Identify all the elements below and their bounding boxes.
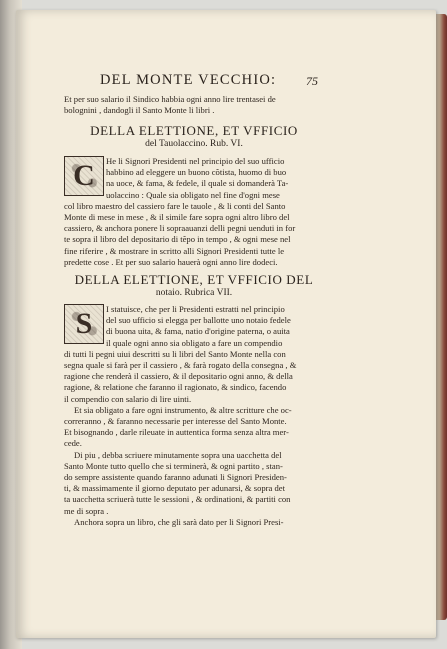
text-line: Et bisognando , darle rileuate in auttentica forma senza altra mer- (64, 427, 289, 438)
section-subheading: del Tauolaccino. Rub. VI. (145, 139, 243, 149)
page-number: 75 (306, 74, 318, 88)
book-cover-edge (435, 14, 447, 620)
text-line: il compendio con salario di lire uinti. (64, 393, 192, 404)
text-line: correranno , & faranno necessarie per interesse del Santo Monte. (64, 416, 287, 427)
text-line: fine riferire , & mostrare in scritto alli Signori Presidenti tutte le (64, 245, 285, 256)
text-line: te sopra il libro del depositario di tẽpo in tempo , & ogni mese nel (64, 234, 291, 245)
text-line: ragione che renderà il cassiero, & il depositario ogni anno, & della (64, 371, 293, 382)
text-line: di tutti li pegni uiui descritti su li libri del Santo Monte nella con (64, 348, 286, 359)
book-page (16, 10, 436, 638)
text-line: predette cose . Et per suo salario hauerà ogni anno lire dodeci. (64, 256, 278, 267)
intro-line: Et per suo salario il Sindico habbia ogni anno lire trentasei de (64, 94, 276, 104)
text-line: ta uacchetta scriuerà tutte le sessioni , & ordinationi, & partiti con (64, 494, 291, 505)
text-line: col libro maestro del cassiero fare le tauole , & li conti del Santo (64, 200, 286, 211)
section-paragraph (64, 156, 332, 268)
text-line: habbino ad eleggere un buono cõtista, huomo di buo (106, 167, 287, 178)
running-head: DEL MONTE VECCHIO: (100, 72, 277, 88)
text-line: cassiero, & anchora ponere li sopraauanzi delli pegni uenduti in for (64, 223, 296, 234)
section-subheading: notaio. Rubrica VII. (155, 288, 233, 298)
text-line: Santo Monte tutto quello che si terminerà, & ogni partito , stan- (64, 460, 283, 471)
section-paragraph (64, 304, 332, 528)
text-line: me di sopra . (64, 505, 109, 516)
text-line: I statuisce, che per li Presidenti estratti nel principio (106, 304, 285, 314)
text-line: di buona uita, & fama, natio d'origine paterna, o auita (106, 326, 290, 337)
intro-line: bolognini , dandogli il Santo Monte li libri . (64, 105, 215, 116)
section-heading: DELLA ELETTIONE, ET VFFICIO (90, 123, 298, 138)
text-line: cede. (64, 438, 82, 449)
text-line: Di piu , debba scriuere minutamente sopra una uacchetta del (74, 449, 282, 460)
text-line: Monte di mese in mese , & il simile fare sopra ogni altro libro del (64, 212, 290, 223)
decorated-initial-c: C (64, 156, 104, 196)
text-line: ti, & massimamente il giorno deputato per adunarsi, & sopra det (64, 483, 285, 494)
text-line: Et sia obligato a fare ogni instrumento, & altre scritture che oc- (74, 404, 292, 415)
text-line: segna quale si farà per il cassiero , & farà rogato della consegna , & (64, 360, 297, 371)
text-line: na uoce, & fama, & fedele, il quale si domanderà Ta- (106, 178, 289, 189)
text-line: He li Signori Presidenti nel principio del suo ufficio (106, 156, 285, 166)
text-line: il quale ogni anno sia obligato a fare un compendio (106, 337, 283, 348)
decorated-initial-s: S (64, 304, 104, 344)
text-line: do sempre assistente quando faranno adunati li Signori Presiden- (64, 472, 287, 483)
text-line: uolaccino : Quale sia obligato nel fine d'ogni mese (106, 189, 280, 200)
text-line: del suo ufficio si elegga per ballotte uno notaio fedele (106, 315, 291, 326)
section-heading: DELLA ELETTIONE, ET VFFICIO DEL (74, 272, 314, 287)
text-line: Anchora sopra un libro, che gli sarà dato per li Signori Presi- (74, 516, 284, 527)
intro-paragraph (64, 94, 332, 116)
text-line: ragione, & relatione che faranno il ragionato, & sindico, facendo (64, 382, 287, 393)
